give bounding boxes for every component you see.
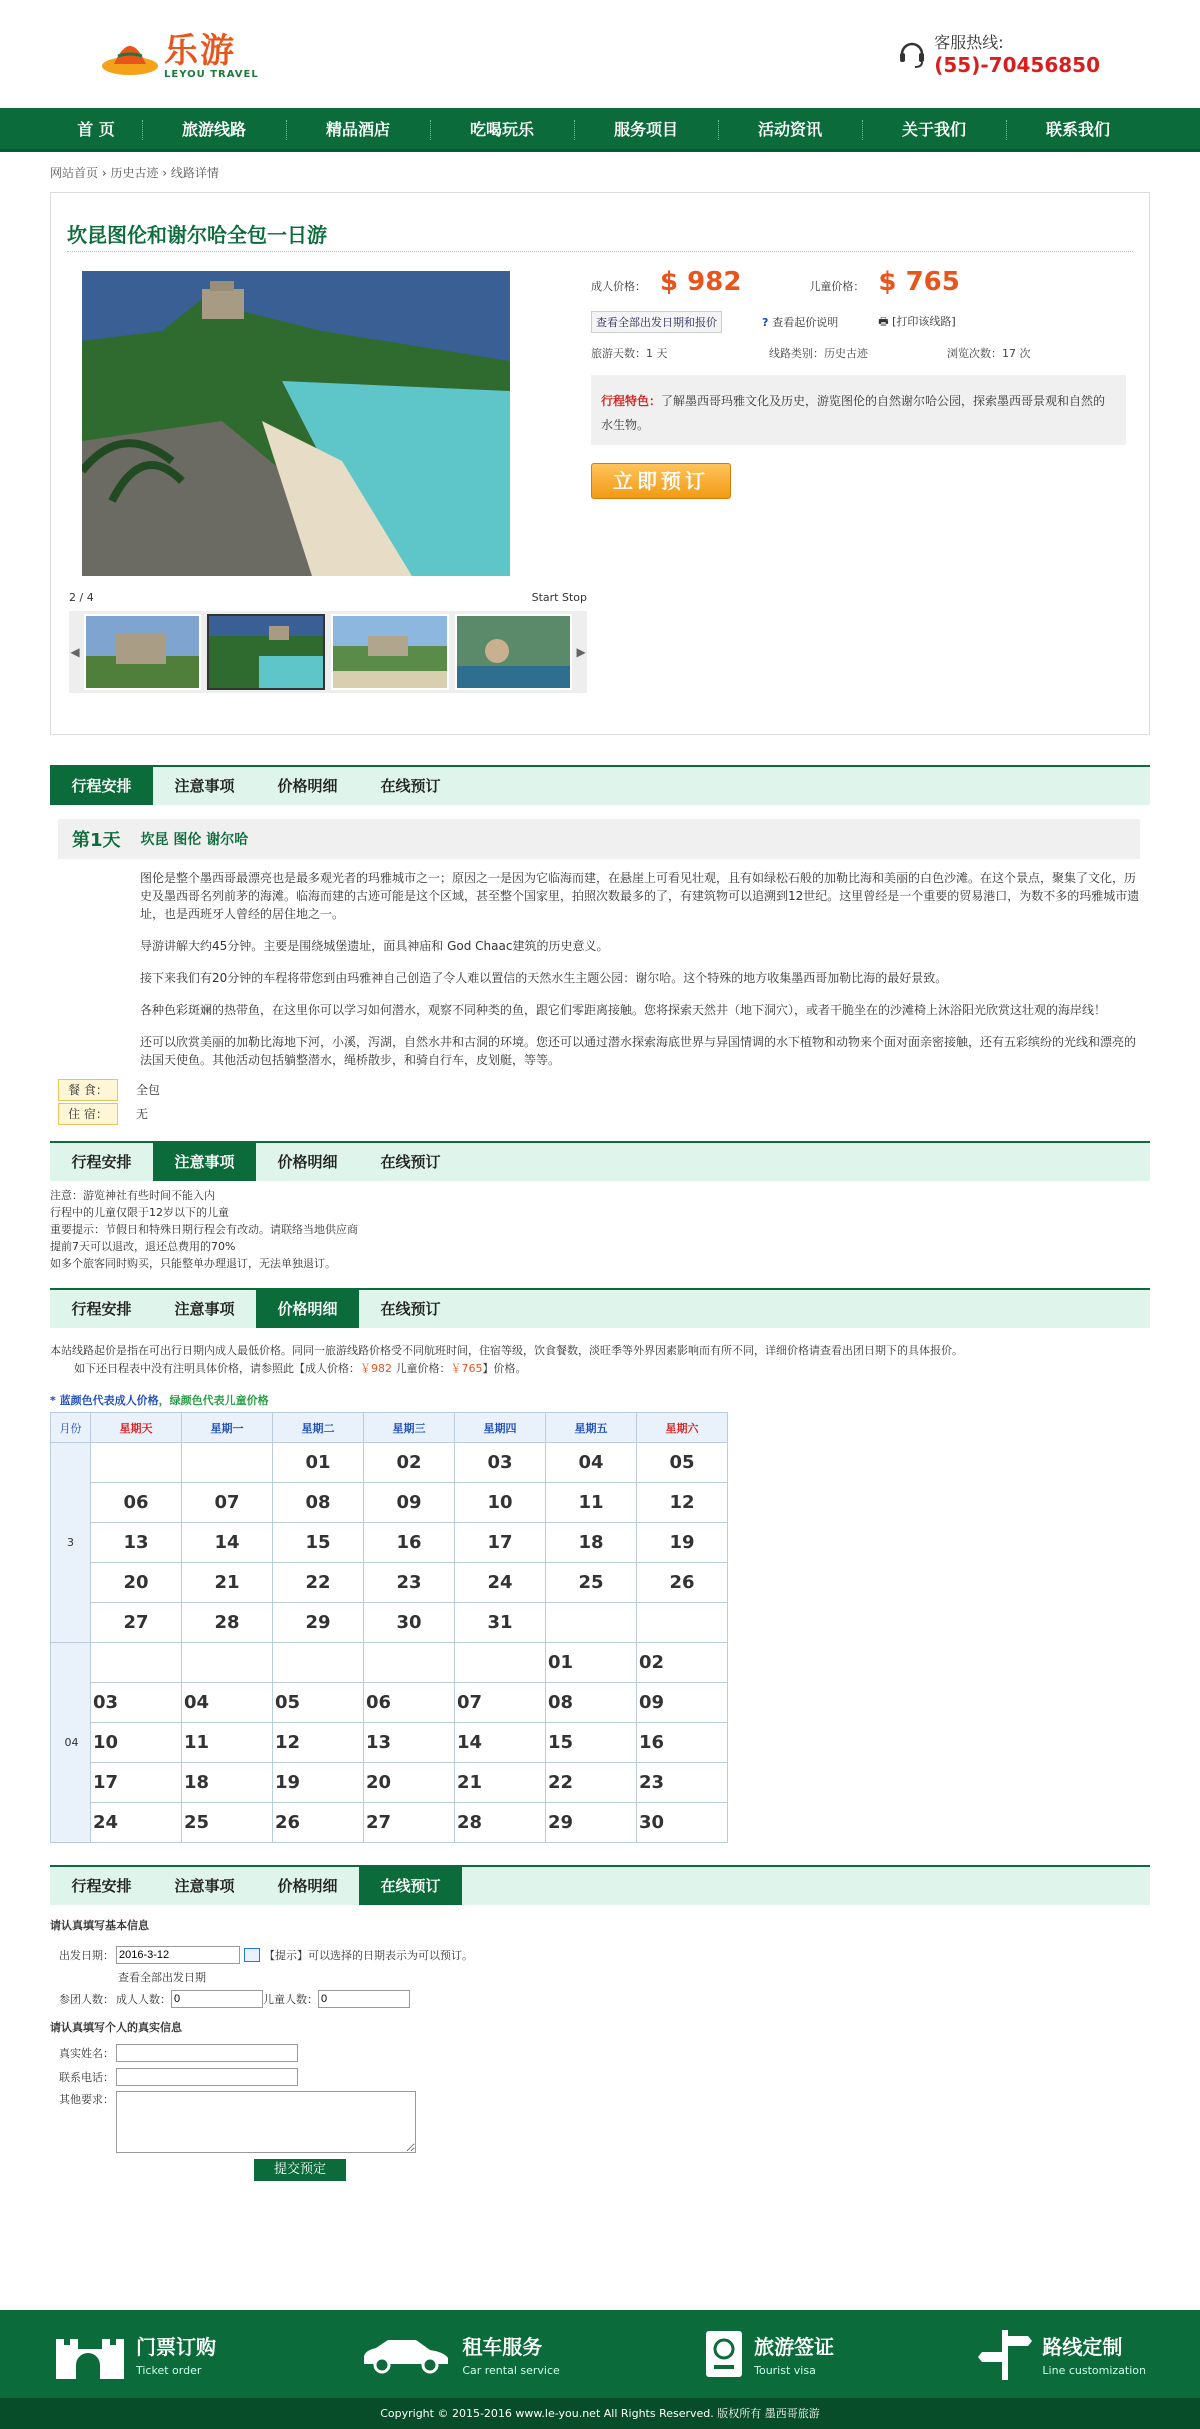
price-line-1: 本站线路起价是指在可出行日期内成人最低价格。同同一旅游线路价格受不同航班时间，住宿等级，饮食餐数，淡旺季等外界因素影响而有所不同，详细价格请查看出团日期下的具体报价。 — [50, 1344, 963, 1357]
legend-child: 绿颜色代表儿童价格 — [169, 1394, 269, 1407]
calendar-day-cell[interactable]: 14 — [455, 1723, 546, 1763]
calendar-day-cell[interactable]: 16 — [364, 1523, 455, 1563]
castle-icon — [54, 2329, 126, 2379]
tab-booking[interactable]: 在线预订 — [359, 1867, 462, 1905]
weekday-header: 星期四 — [455, 1413, 546, 1443]
calendar-day-cell[interactable]: 08 — [546, 1683, 637, 1723]
calendar-empty-cell — [455, 1643, 546, 1683]
price-line-pre: 如下还日程表中没有注明具体价格，请参照此【成人价格： — [74, 1362, 360, 1375]
price-line-post: 】价格。 — [482, 1362, 527, 1375]
adult-price-ref: ￥982 — [360, 1362, 392, 1375]
adult-price: $ 982 — [660, 267, 742, 297]
title-divider — [67, 251, 1133, 252]
calendar-day-cell[interactable]: 05 — [273, 1683, 364, 1723]
breadcrumb-current: 线路详情 — [170, 166, 219, 180]
calendar-empty-cell — [182, 1443, 273, 1483]
calendar-day-cell[interactable]: 06 — [91, 1483, 182, 1523]
footer-custom[interactable] — [978, 2328, 1146, 2380]
calendar-day-cell[interactable]: 02 — [637, 1643, 728, 1683]
copyright: Copyright © 2015-2016 www.le-you.net All Rights Reserved. 版权所有 墨西哥旅游 — [0, 2398, 1200, 2429]
tab-itinerary[interactable]: 行程安排 — [71, 1877, 132, 1895]
departure-calendar-april — [50, 1642, 728, 1843]
tab-price[interactable]: 价格明细 — [277, 1877, 338, 1895]
tab-booking[interactable]: 在线预订 — [380, 1300, 441, 1318]
brand-name-en: LEYOU TRAVEL — [164, 68, 259, 80]
weekday-header: 星期二 — [273, 1413, 364, 1443]
calendar-day-cell[interactable]: 29 — [546, 1803, 637, 1843]
calendar-week-row — [51, 1683, 728, 1723]
calendar-day-cell[interactable]: 01 — [273, 1443, 364, 1483]
tab-notes[interactable]: 注意事项 — [153, 1143, 256, 1181]
view-dates-link[interactable]: 查看全部出发日期和报价 — [591, 311, 722, 333]
child-price-label: 儿童价格： — [809, 280, 865, 293]
nav-item-routes[interactable]: 旅游线路 — [142, 108, 286, 152]
calendar-day-cell[interactable]: 31 — [455, 1603, 546, 1643]
feature-label: 行程特色： — [601, 394, 662, 408]
calendar-day-cell[interactable]: 20 — [91, 1563, 182, 1603]
calendar-empty-cell — [91, 1643, 182, 1683]
calendar-day-cell[interactable]: 28 — [455, 1803, 546, 1843]
calendar-day-cell[interactable]: 09 — [637, 1683, 728, 1723]
passport-icon — [704, 2329, 744, 2379]
month-label: 04 — [51, 1643, 91, 1843]
nav-item-home[interactable]: 首 页 — [77, 120, 115, 139]
footer — [0, 2310, 1200, 2429]
weekday-header: 星期一 — [182, 1413, 273, 1443]
footer-car-sub: Car rental service — [462, 2364, 560, 2377]
printer-icon: 🖶 — [878, 314, 893, 328]
calendar-day-cell[interactable]: 30 — [637, 1803, 728, 1843]
legend-sep: ， — [158, 1394, 170, 1407]
view-all-dates-link[interactable]: 查看全部出发日期 — [118, 1971, 206, 1984]
day-title: 坎昆 图伦 谢尔哈 — [140, 832, 249, 848]
print-link[interactable] — [878, 313, 955, 332]
adult-count-input[interactable] — [171, 1990, 263, 2008]
calendar-week-row — [51, 1803, 728, 1843]
calendar-day-cell[interactable]: 20 — [364, 1763, 455, 1803]
calendar-empty-cell — [364, 1643, 455, 1683]
tab-price[interactable]: 价格明细 — [256, 1290, 359, 1328]
price-line-2 — [50, 1360, 1150, 1378]
tab-price[interactable]: 价格明细 — [277, 1153, 338, 1171]
weekday-header: 星期六 — [637, 1413, 728, 1443]
calendar-day-cell[interactable]: 10 — [455, 1483, 546, 1523]
other-label: 其他要求： — [59, 2093, 114, 2106]
people-label: 参团人数： — [59, 1993, 114, 2006]
calendar-week-row — [51, 1643, 728, 1683]
calendar-week-row — [51, 1483, 728, 1523]
notes-list — [50, 1181, 1150, 1272]
nav-item-contact[interactable]: 联系我们 — [1006, 108, 1150, 152]
calendar-day-cell[interactable]: 08 — [273, 1483, 364, 1523]
calendar-day-cell[interactable]: 27 — [364, 1803, 455, 1843]
calendar-day-cell[interactable]: 29 — [273, 1603, 364, 1643]
calendar-week-row — [51, 1443, 728, 1483]
calendar-day-cell[interactable]: 22 — [273, 1563, 364, 1603]
form-section-basic: 请认真填写基本信息 — [50, 1919, 149, 1932]
child-price: $ 765 — [878, 267, 960, 297]
form-section-personal: 请认真填写个人的真实信息 — [50, 2021, 182, 2034]
price-note-link[interactable] — [762, 314, 838, 330]
phone-label: 联系电话： — [59, 2071, 114, 2084]
headset-icon — [898, 38, 926, 70]
calendar-day-cell[interactable]: 21 — [182, 1563, 273, 1603]
header — [50, 0, 1150, 108]
hotline — [898, 30, 1100, 77]
calendar-day-cell[interactable]: 27 — [91, 1603, 182, 1643]
calendar-empty-cell — [546, 1603, 637, 1643]
footer-custom-sub: Line customization — [1042, 2364, 1146, 2377]
stay-value: 无 — [136, 1107, 149, 1121]
calendar-day-cell[interactable]: 10 — [91, 1723, 182, 1763]
breadcrumb: 网站首页 › 历史古迹 › 线路详情 — [50, 166, 219, 180]
weekday-header: 星期三 — [364, 1413, 455, 1443]
calendar-day-cell[interactable]: 07 — [455, 1683, 546, 1723]
calendar-day-cell[interactable]: 21 — [455, 1763, 546, 1803]
footer-ticket[interactable] — [54, 2329, 216, 2379]
price-explanation — [50, 1328, 1150, 1378]
child-price-ref: ￥765 — [450, 1362, 483, 1375]
tab-itinerary[interactable]: 行程安排 — [71, 1300, 132, 1318]
calendar-week-row — [51, 1523, 728, 1563]
nav-item-food[interactable]: 吃喝玩乐 — [430, 108, 574, 152]
weekday-header: 星期五 — [546, 1413, 637, 1443]
print-label: [打印该线路] — [892, 314, 956, 328]
itinerary-paragraph: 图伦是整个墨西哥最漂亮也是最多观光者的玛雅城市之一；原因之一是因为它临海而建，在悬崖上可看见壮观，且有如绿松石般的加勒比海和美丽的白色沙滩。在这个景点，聚集了文化，历史及墨西哥名列前茅的海滩。临海而建的古迹可能是这个区域，甚至整个国家里，拍照次数最多的了，有建筑物可以追溯到12世纪。这里曾经是一个重要的贸易港口，为数不多的玛雅城市遗址，也是西班牙人曾经的居住地之一。 — [140, 871, 1140, 921]
calendar-empty-cell — [637, 1603, 728, 1643]
thumbnail[interactable] — [455, 614, 573, 690]
calendar-day-cell[interactable]: 25 — [182, 1803, 273, 1843]
tabs-notes — [50, 1141, 1150, 1181]
real-name-input[interactable] — [116, 2044, 298, 2062]
calendar-day-cell[interactable]: 26 — [273, 1803, 364, 1843]
brand-name: 乐游 — [164, 30, 236, 71]
view-count: 浏览次数：17 次 — [947, 347, 1031, 360]
booking-form — [50, 1905, 1150, 2181]
child-count-input[interactable] — [318, 1990, 410, 2008]
calendar-day-cell[interactable]: 01 — [546, 1643, 637, 1683]
day-header — [58, 819, 1140, 859]
meal-row — [58, 1079, 1150, 1101]
thumbnail[interactable] — [331, 614, 449, 690]
hotline-number: (55)-70456850 — [934, 53, 1100, 77]
next-arrow-icon[interactable]: ▶ — [576, 645, 586, 659]
nav-item-services[interactable]: 服务项目 — [574, 108, 718, 152]
adult-count-label: 成人人数： — [116, 1993, 171, 2006]
other-requirements-textarea[interactable] — [116, 2091, 416, 2153]
tab-itinerary[interactable]: 行程安排 — [50, 767, 153, 805]
calendar-day-cell[interactable]: 25 — [546, 1563, 637, 1603]
calendar-empty-cell — [182, 1643, 273, 1683]
tab-notes[interactable]: 注意事项 — [174, 1877, 235, 1895]
calendar-day-cell[interactable]: 28 — [182, 1603, 273, 1643]
note-item: 行程中的儿童仅限于12岁以下的儿童 — [50, 1206, 229, 1219]
calendar-day-cell[interactable]: 19 — [273, 1763, 364, 1803]
calendar-day-cell[interactable]: 17 — [91, 1763, 182, 1803]
itinerary-paragraph: 各种色彩斑斓的热带鱼，在这里你可以学习如何潜水，观察不同种类的鱼，跟它们零距离接触。您将探索天然井（地下洞穴），或者干脆坐在的沙滩椅上沐浴阳光欣赏这壮观的海岸线！ — [140, 1003, 1107, 1017]
calendar-day-cell[interactable]: 12 — [637, 1483, 728, 1523]
itinerary-paragraph: 导游讲解大约45分钟。主要是围绕城堡遗址，面具神庙和 God Chaac建筑的历史意义。 — [140, 939, 609, 953]
meal-value: 全包 — [136, 1083, 161, 1097]
prev-arrow-icon[interactable]: ◀ — [70, 645, 80, 659]
tab-itinerary[interactable]: 行程安排 — [71, 1153, 132, 1171]
thumbnail[interactable] — [207, 614, 325, 690]
itinerary-text — [140, 869, 1140, 1069]
day-number: 第1天 — [72, 830, 121, 851]
calendar-empty-cell — [91, 1443, 182, 1483]
price-note-label: 查看起价说明 — [772, 316, 839, 329]
note-item: 如多个旅客同时购买，只能整单办理退订，无法单独退订。 — [50, 1257, 336, 1270]
signpost-icon — [978, 2328, 1032, 2380]
calendar-day-cell[interactable]: 04 — [182, 1683, 273, 1723]
nav-item-news[interactable]: 活动资讯 — [718, 108, 862, 152]
nav-item-hotels[interactable]: 精品酒店 — [286, 108, 430, 152]
slideshow-controls[interactable]: Start Stop — [531, 591, 587, 604]
tour-info — [591, 267, 1126, 499]
calendar-week-row — [51, 1563, 728, 1603]
legend-prefix: * — [50, 1394, 60, 1407]
footer-car[interactable] — [360, 2331, 559, 2377]
hotline-label: 客服热线: — [934, 33, 1004, 52]
submit-booking-button[interactable]: 提交预定 — [254, 2159, 346, 2181]
tour-days: 旅游天数：1 天 — [591, 347, 668, 360]
calendar-day-cell[interactable]: 24 — [91, 1803, 182, 1843]
calendar-empty-cell — [273, 1643, 364, 1683]
feature-text: 了解墨西哥玛雅文化及历史，游览图伦的自然谢尔哈公园，探索墨西哥景观和自然的水生物。 — [601, 394, 1106, 432]
main-photo — [82, 271, 510, 576]
footer-visa[interactable] — [704, 2329, 834, 2379]
calendar-day-cell[interactable]: 15 — [546, 1723, 637, 1763]
footer-ticket-title: 门票订购 — [136, 2335, 216, 2359]
calendar-day-cell[interactable]: 18 — [546, 1523, 637, 1563]
calendar-day-cell[interactable]: 05 — [637, 1443, 728, 1483]
thumbnail[interactable] — [84, 614, 202, 690]
calendar-day-cell[interactable]: 19 — [637, 1523, 728, 1563]
adult-price-label: 成人价格： — [591, 280, 646, 293]
tour-category: 线路类别：历史古迹 — [769, 347, 868, 360]
thumbnail-strip — [69, 611, 587, 693]
tab-price[interactable]: 价格明细 — [277, 777, 338, 795]
tab-notes[interactable]: 注意事项 — [174, 1300, 235, 1318]
month-header: 月份 — [51, 1413, 91, 1443]
calendar-day-cell[interactable]: 07 — [182, 1483, 273, 1523]
tabs-price — [50, 1288, 1150, 1328]
calendar-day-cell[interactable]: 23 — [637, 1763, 728, 1803]
date-hint: 【提示】可以选择的日期表示为可以预订。 — [264, 1949, 473, 1962]
meal-label: 餐 食： — [58, 1079, 118, 1101]
stay-label: 住 宿： — [58, 1103, 118, 1125]
footer-visa-title: 旅游签证 — [754, 2335, 835, 2359]
tabs-booking — [50, 1865, 1150, 1905]
tour-title: 坎昆图伦和谢尔哈全包一日游 — [67, 223, 327, 247]
calendar-day-cell[interactable]: 30 — [364, 1603, 455, 1643]
calendar-day-cell[interactable]: 03 — [91, 1683, 182, 1723]
note-item: 提前7天可以退改，退还总费用的70% — [50, 1240, 236, 1253]
calendar-day-cell[interactable]: 13 — [364, 1723, 455, 1763]
calendar-day-cell[interactable]: 02 — [364, 1443, 455, 1483]
question-icon: ? — [762, 316, 773, 329]
calendar-day-cell[interactable]: 11 — [182, 1723, 273, 1763]
footer-custom-title: 路线定制 — [1042, 2335, 1123, 2359]
car-icon — [360, 2334, 452, 2374]
calendar-day-cell[interactable]: 16 — [637, 1723, 728, 1763]
calendar-legend — [50, 1378, 1150, 1412]
tab-notes[interactable]: 注意事项 — [174, 777, 235, 795]
weekday-header: 星期天 — [91, 1413, 182, 1443]
itinerary-paragraph: 还可以欣赏美丽的加勒比海地下河，小溪，泻湖，自然水井和古洞的环境。您还可以通过潜水探索海底世界与异国情调的水下植物和动物来个面对面亲密接触，还有五彩缤纷的光线和漂亮的法国天使鱼。其他活动包括躺整潜水，绳桥散步，和骑自行车，皮划艇，等等。 — [140, 1035, 1137, 1067]
calendar-week-row — [51, 1763, 728, 1803]
breadcrumb-category[interactable]: 历史古迹 — [110, 166, 159, 180]
gallery-controls — [69, 591, 587, 604]
tab-booking[interactable]: 在线预订 — [380, 1153, 441, 1171]
calendar-day-cell[interactable]: 13 — [91, 1523, 182, 1563]
phone-input[interactable] — [116, 2068, 298, 2086]
calendar-day-cell[interactable]: 09 — [364, 1483, 455, 1523]
calendar-week-row — [51, 1723, 728, 1763]
calendar-day-cell[interactable]: 24 — [455, 1563, 546, 1603]
tour-detail-panel — [50, 192, 1150, 735]
calendar-day-cell[interactable]: 17 — [455, 1523, 546, 1563]
nav-item-about[interactable]: 关于我们 — [862, 108, 1006, 152]
departure-date-input[interactable] — [116, 1946, 240, 1964]
calendar-day-cell[interactable]: 03 — [455, 1443, 546, 1483]
tour-feature — [591, 375, 1126, 445]
breadcrumb-home[interactable]: 网站首页 — [50, 166, 99, 180]
calendar-day-cell[interactable]: 26 — [637, 1563, 728, 1603]
footer-car-title: 租车服务 — [462, 2335, 543, 2359]
calendar-day-cell[interactable]: 22 — [546, 1763, 637, 1803]
price-line-mid: 儿童价格： — [392, 1362, 451, 1375]
child-count-label: 儿童人数： — [263, 1993, 318, 2006]
calendar-day-cell[interactable]: 23 — [364, 1563, 455, 1603]
legend-adult: 蓝颜色代表成人价格 — [59, 1394, 159, 1407]
departure-calendar — [50, 1412, 728, 1643]
month-label: 3 — [51, 1443, 91, 1643]
calendar-day-cell[interactable]: 12 — [273, 1723, 364, 1763]
itinerary-paragraph: 接下来我们有20分钟的车程将带您到由玛雅神自己创造了令人难以置信的天然水生主题公园：谢尔哈。这个特殊的地方收集墨西哥加勒比海的最好景致。 — [140, 971, 948, 985]
footer-visa-sub: Tourist visa — [754, 2364, 816, 2377]
calendar-day-cell[interactable]: 18 — [182, 1763, 273, 1803]
tabs-itinerary — [50, 765, 1150, 805]
note-item: 重要提示：节假日和特殊日期行程会有改动。请联络当地供应商 — [50, 1223, 358, 1236]
name-label: 真实姓名： — [59, 2047, 114, 2060]
calendar-day-cell[interactable]: 15 — [273, 1523, 364, 1563]
footer-ticket-sub: Ticket order — [136, 2364, 202, 2377]
calendar-day-cell[interactable]: 06 — [364, 1683, 455, 1723]
sombrero-logo-icon — [100, 26, 160, 86]
calendar-icon[interactable] — [244, 1948, 260, 1962]
calendar-day-cell[interactable]: 11 — [546, 1483, 637, 1523]
stay-row — [58, 1103, 1150, 1125]
note-item: 注意：游览神社有些时间不能入内 — [50, 1189, 215, 1202]
gallery-index: 2 / 4 — [69, 591, 94, 604]
book-now-button[interactable]: 立即预订 — [591, 463, 731, 499]
main-nav — [0, 108, 1200, 152]
logo[interactable] — [100, 26, 259, 86]
date-label: 出发日期： — [59, 1949, 114, 1962]
tab-booking[interactable]: 在线预订 — [380, 777, 441, 795]
calendar-day-cell[interactable]: 04 — [546, 1443, 637, 1483]
calendar-day-cell[interactable]: 14 — [182, 1523, 273, 1563]
calendar-week-row — [51, 1603, 728, 1643]
